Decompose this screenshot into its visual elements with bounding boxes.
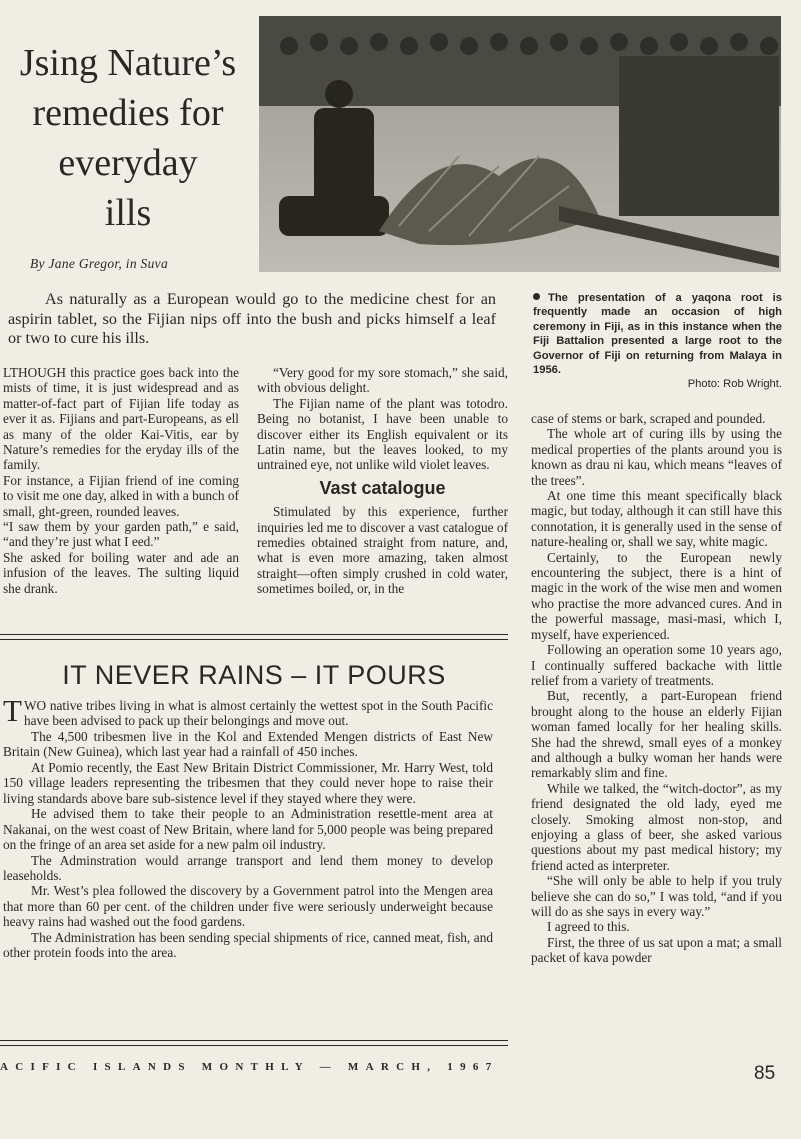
title-line: Jsing Nature’s [19, 42, 237, 84]
paragraph: Stimulated by this experience, further inquiries led me to discover a vast catalogue of remedies obtained straight from nature, and, what is even more amazing, taken almost straight—often simply crushed in cold water, sometimes boiled, or, in the [257, 504, 508, 597]
paragraph: Mr. West’s plea followed the discovery by a Government patrol into the Mengen area that more than 60 per cent. of the children under five were seriously underweight because heavy rains had washed out the food gardens. [3, 883, 493, 930]
photo-caption [533, 291, 782, 377]
title-line: remedies for [32, 92, 224, 134]
paragraph: At one time this meant specifically black magic, but today, although it can still have this connotation, it is generally used in the sense of nature-healing or, shall we say, white magic. [531, 488, 782, 550]
divider [0, 639, 508, 640]
title-line: everyday [58, 142, 198, 184]
story-headline: IT NEVER RAINS – IT POURS [62, 660, 446, 690]
paragraph: First, the three of us sat upon a mat; a small packet of kava powder [531, 934, 782, 966]
paragraph: case of stems or bark, scraped and pounded. [531, 411, 766, 426]
intro-paragraph: As naturally as a European would go to the medicine chest for an aspirin tablet, so the Fijian nips off into the bush and picks himself a leaf or two to cure his ills. [8, 290, 496, 347]
byline: By Jane Gregor, in Suva [30, 256, 168, 271]
caption-text: The presentation of a yaqona root is frequently made an occasion of high ceremony in Fiji, as in this instance when the Fiji Battalion presented a large root to the Governor of Fiji on returning from Malaya in 1956. [533, 292, 782, 377]
paragraph: Certainly, to the European newly encountering the subject, there is a hint of magic in the work of the wise men and women who practise the more advanced cures. And in the powerful massage, masi-masi, which I, myself, have experienced. [531, 549, 782, 642]
bullet-icon [533, 293, 540, 300]
paragraph: The Administration has been sending special shipments of rice, canned meat, fish, and other protein foods into the area. [3, 929, 493, 961]
paragraph: The whole art of curing ills by using the medical properties of the plants around you is known as drau ni kau, which means “leaves of the trees”. [531, 426, 782, 488]
paragraph: “Very good for my sore stomach,” she said, with obvious delight. [257, 365, 508, 396]
running-footer: ACIFIC ISLANDS MONTHLY — MARCH, 1967 [0, 1061, 499, 1073]
paragraph: But, recently, a part-European friend brought along to the house an elderly Fijian woman famed locally for her healing skills. She had the shrewd, small eyes of a monkey and although a bulky woman her hands were remarkably slim and fine. [531, 688, 782, 781]
paragraph: TWO native tribes living in what is almost certainly the wettest spot in the South Pacific have been advised to pack up their belongings and move out. [3, 693, 493, 729]
paragraph: He advised them to take their people to an Administration resettle-ment area at Nakanai, on the west coast of New Britain, where land for 5,000 people was being prepared on the fringe of an area set aside for a new palm oil industry. [3, 806, 493, 853]
article-title [0, 38, 256, 238]
divider [0, 1045, 508, 1046]
divider [0, 1040, 508, 1041]
article-column-2 [257, 365, 508, 597]
photo-credit: Photo: Rob Wright. [687, 378, 782, 390]
title-line: ills [104, 192, 152, 234]
paragraph: While we talked, the “witch-doctor”, as my friend designated the old lady, eyed me closely. Smoking almost non-stop, and enjoying a glass of beer, she asked various questions about my past medical history; my friend acted as interpreter. [531, 780, 782, 873]
paragraph: The Fijian name of the plant was totodro. Being no botanist, I have been unable to discover either its English equivalent or its Latin name, but the leaves looked, to my untrained eye, not unlike wild violet leaves. [257, 395, 508, 473]
paragraph: LTHOUGH this practice goes back into the mists of time, it is just widespread and as matter-of-fact part of Fijian life today as ever it as. Fijians and part-Europeans, as ell as many of the older Kai-Vitis, ear by Nature’s remedies for the eryday ills of the family. [3, 365, 239, 473]
paragraph: “I saw them by your garden path,” e said, “and they’re just what I eed.” [3, 519, 239, 550]
ceremony-photo [259, 16, 781, 272]
paragraph: I agreed to this. [547, 919, 630, 935]
paragraph: Following an operation some 10 years ago, I continually suffered backache with little relief from a variety of treatments. [531, 642, 782, 688]
paragraph: She asked for boiling water and ade an infusion of the leaves. The sulting liquid she drank. [3, 549, 239, 596]
drop-cap: T [3, 693, 22, 728]
paragraph: “She will only be able to help if you truly believe she can do so,” I was told, “and if you will do as she says in every way.” [531, 873, 782, 919]
paragraph: For instance, a Fijian friend of ine coming to visit me one day, alked in with a bunch of small, ght-green, rounded leaves. [3, 472, 239, 519]
article-column-1 [3, 365, 239, 596]
divider [0, 634, 508, 635]
subheading: Vast catalogue [319, 477, 446, 498]
story-body [3, 693, 493, 961]
paragraph: At Pomio recently, the East New Britain District Commissioner, Mr. Harry West, told 150 village leaders representing the tribesmen that they could never hope to raise their living standards above bare sub-sistence level if they stayed where they were. [3, 759, 493, 806]
page-number: 85 [754, 1063, 776, 1084]
paragraph: The Adminstration would arrange transport and lend them money to develop leaseholds. [3, 852, 493, 883]
paragraph: The 4,500 tribesmen live in the Kol and Extended Mengen districts of East New Britain (New Guinea), which last year had a rainfall of 450 inches. [3, 728, 493, 760]
article-column-3 [531, 411, 782, 966]
